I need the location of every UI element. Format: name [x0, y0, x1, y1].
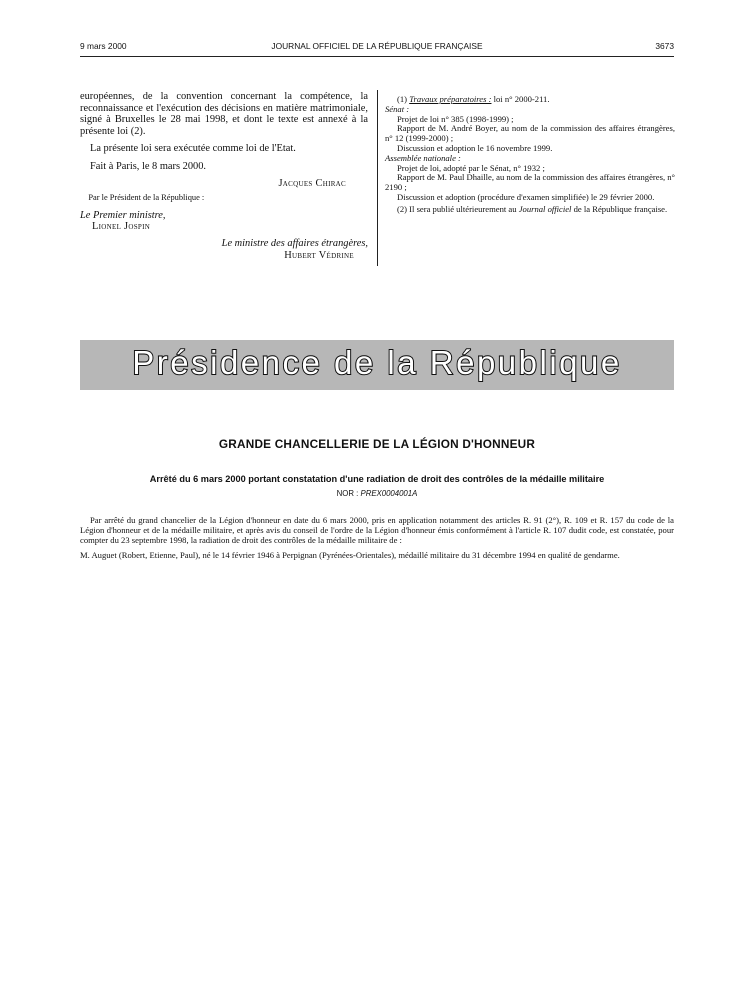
- execution-clause: La présente loi sera exécutée comme loi de l'Etat.: [90, 143, 296, 155]
- assemblee-item: Projet de loi, adopté par le Sénat, n° 1932 ;: [397, 162, 545, 173]
- arrete-person: M. Auguet (Robert, Etienne, Paul), né le 14 février 1946 à Perpignan (Pyrénées-Orientales), médaillé militaire du 31 décembre 1994 en qualité de gendarme.: [80, 549, 620, 560]
- note-1: (1) Travaux préparatoires : loi n° 2000-211.: [397, 94, 550, 104]
- header-rule: [80, 56, 674, 57]
- assemblee-item: Discussion et adoption (procédure d'examen simplifiée) le 29 février 2000.: [397, 191, 655, 202]
- section-title: GRANDE CHANCELLERIE DE LA LÉGION D'HONNEUR: [218, 437, 536, 451]
- note-2: (2) Il sera publié ultérieurement au Journal officiel de la République française.: [397, 203, 668, 214]
- arrete-title: Arrêté du 6 mars 2000 portant constatation d'une radiation de droit des contrôles de la médaille militaire: [149, 474, 605, 484]
- law-text-continuation: européennes, de la convention concernant la compétence, la reconnaissance et l'exécution des décisions en matière matrimoniale, signé à Bruxelles le 28 mai 1998, et dont le texte est annexé à la présente loi (2).: [80, 91, 368, 137]
- minister-name: Hubert Védrine: [284, 249, 354, 261]
- header-date: 9 mars 2000: [80, 41, 127, 51]
- prime-minister-name: Lionel Jospin: [92, 221, 151, 233]
- assemblee-heading: Assemblée nationale :: [385, 152, 461, 163]
- senat-heading: Sénat :: [385, 103, 410, 114]
- minister-title: Le ministre des affaires étrangères,: [221, 237, 368, 249]
- page-header: [80, 41, 674, 53]
- signatory-president: Jacques Chirac: [278, 177, 346, 189]
- header-page-number: 3673: [655, 41, 674, 51]
- header-journal-title: JOURNAL OFFICIEL DE LA RÉPUBLIQUE FRANÇAISE: [271, 41, 483, 51]
- assemblee-item: Rapport de M. Paul Dhaille, au nom de la commission des affaires étrangères, n° 2190 ;: [385, 172, 675, 193]
- done-at: Fait à Paris, le 8 mars 2000.: [90, 160, 207, 172]
- right-column-notes: [385, 95, 675, 215]
- column-divider: [377, 90, 378, 266]
- section-banner: [80, 340, 674, 390]
- left-column: [80, 91, 368, 261]
- by-president: Par le Président de la République :: [88, 193, 205, 203]
- nor-code: PREX0004001A: [360, 489, 418, 498]
- senat-item: Projet de loi n° 385 (1998-1999) ;: [397, 113, 514, 124]
- arrete-paragraph: Par arrêté du grand chancelier de la Légion d'honneur en date du 6 mars 2000, pris en application notamment des articles R. 91 (2°), R. 109 et R. 157 du code de la Légion d'honneur et de la médaille militaire, et après avis du conseil de l'ordre de la Légion d'honneur émis conformément à l'article R. 107 dudit code, est constatée, pour compter du 23 septembre 1998, la radiation de droit des contrôles de la médaille militaire de :: [80, 515, 674, 546]
- nor-reference: NOR : PREX0004001A: [336, 489, 418, 498]
- travaux-label: Travaux préparatoires :: [409, 94, 492, 104]
- senat-item: Discussion et adoption le 16 novembre 1999.: [397, 142, 553, 153]
- arrete-body: [80, 515, 674, 560]
- prime-minister-title: Le Premier ministre,: [80, 209, 166, 221]
- senat-item: Rapport de M. André Boyer, au nom de la commission des affaires étrangères, n° 12 (1999-2000) ;: [385, 123, 675, 144]
- banner-title: Présidence de la République: [132, 344, 622, 381]
